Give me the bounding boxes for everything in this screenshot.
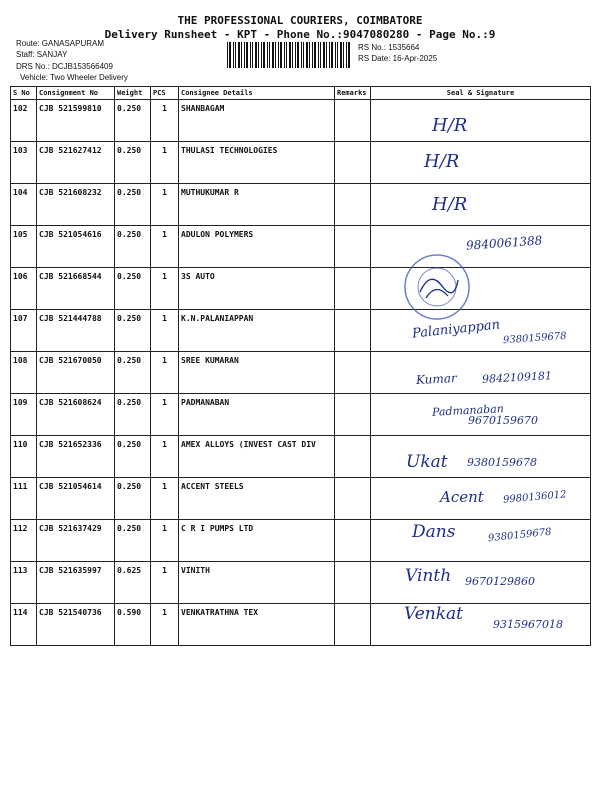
cell-consignee: ADULON POLYMERS bbox=[179, 226, 335, 268]
cell-remarks bbox=[335, 436, 371, 478]
cell-weight: 0.250 bbox=[115, 100, 151, 142]
cell-remarks bbox=[335, 352, 371, 394]
cell-pcs: 1 bbox=[151, 478, 179, 520]
barcode-bar bbox=[278, 42, 279, 68]
cell-consignee: AMEX ALLOYS (INVEST CAST DIV bbox=[179, 436, 335, 478]
cell-seal-signature bbox=[371, 184, 591, 226]
rs-date: RS Date: 16-Apr-2025 bbox=[358, 54, 438, 63]
cell-pcs: 1 bbox=[151, 268, 179, 310]
barcode-bar bbox=[255, 42, 257, 68]
barcode-bar bbox=[233, 42, 234, 68]
cell-seal-signature bbox=[371, 352, 591, 394]
cell-consignment-no: CJB 521670050 bbox=[37, 352, 115, 394]
cell-weight: 0.250 bbox=[115, 184, 151, 226]
handwritten-signature-108: Kumar bbox=[415, 370, 458, 388]
cell-remarks bbox=[335, 226, 371, 268]
cell-weight: 0.625 bbox=[115, 562, 151, 604]
cell-remarks bbox=[335, 310, 371, 352]
cell-consignment-no: CJB 521540736 bbox=[37, 604, 115, 646]
cell-consignment-no: CJB 521599810 bbox=[37, 100, 115, 142]
cell-remarks bbox=[335, 520, 371, 562]
cell-remarks bbox=[335, 100, 371, 142]
cell-pcs: 1 bbox=[151, 142, 179, 184]
handwritten-phone-109: 9670159670 bbox=[468, 414, 538, 427]
barcode-bar bbox=[343, 42, 344, 68]
cell-seal-signature bbox=[371, 100, 591, 142]
handwritten-phone-110: 9380159678 bbox=[467, 456, 537, 469]
cell-remarks bbox=[335, 394, 371, 436]
barcode-bar bbox=[238, 42, 240, 68]
barcode-bar bbox=[235, 42, 236, 68]
barcode-bar bbox=[301, 42, 302, 68]
barcode-bar bbox=[309, 42, 310, 68]
barcode-bar bbox=[295, 42, 296, 68]
barcode-bar bbox=[312, 42, 313, 68]
handwritten-signature-112: Dans bbox=[412, 522, 456, 542]
cell-weight: 0.250 bbox=[115, 436, 151, 478]
barcode-bar bbox=[326, 42, 327, 68]
barcode-bar bbox=[297, 42, 299, 68]
barcode-bar bbox=[269, 42, 270, 68]
runsheet-subtitle: Delivery Runsheet - KPT - Phone No.:9047080280 - Page No.:9 bbox=[104, 28, 496, 41]
cell-pcs: 1 bbox=[151, 604, 179, 646]
cell-consignee: VENKATRATHNA TEX bbox=[179, 604, 335, 646]
cell-sno: 108 bbox=[11, 352, 37, 394]
barcode-bar bbox=[303, 42, 304, 68]
cell-sno: 107 bbox=[11, 310, 37, 352]
handwritten-signature-111: Acent bbox=[440, 488, 484, 506]
barcode-bar bbox=[275, 42, 276, 68]
barcode-bar bbox=[258, 42, 259, 68]
cell-consignee: SREE KUMARAN bbox=[179, 352, 335, 394]
cell-consignment-no: CJB 521627412 bbox=[37, 142, 115, 184]
barcode-bar bbox=[289, 42, 291, 68]
barcode-bar bbox=[267, 42, 268, 68]
handwritten-signature-113: Vinth bbox=[405, 566, 452, 586]
table-row bbox=[11, 184, 591, 226]
cell-consignment-no: CJB 521637429 bbox=[37, 520, 115, 562]
barcode-bar bbox=[306, 42, 308, 68]
cell-sno: 113 bbox=[11, 562, 37, 604]
cell-pcs: 1 bbox=[151, 520, 179, 562]
handwritten-signature-109: Padmanaban bbox=[431, 402, 505, 419]
handwritten-hr-2: H/R bbox=[424, 151, 460, 172]
cell-consignment-no: CJB 521054614 bbox=[37, 478, 115, 520]
cell-consignment-no: CJB 521054616 bbox=[37, 226, 115, 268]
cell-consignee: C R I PUMPS LTD bbox=[179, 520, 335, 562]
cell-consignee: 3S AUTO bbox=[179, 268, 335, 310]
cell-sno: 109 bbox=[11, 394, 37, 436]
cell-weight: 0.250 bbox=[115, 352, 151, 394]
cell-pcs: 1 bbox=[151, 352, 179, 394]
barcode-bar bbox=[348, 42, 350, 68]
runsheet-table bbox=[10, 86, 591, 646]
cell-consignee: VINITH bbox=[179, 562, 335, 604]
barcode-bar bbox=[323, 42, 325, 68]
barcode-bar bbox=[272, 42, 274, 68]
col-seal: Seal & Signature bbox=[371, 87, 591, 100]
barcode-bar bbox=[314, 42, 316, 68]
table-row bbox=[11, 100, 591, 142]
cell-pcs: 1 bbox=[151, 562, 179, 604]
col-weight: Weight bbox=[115, 87, 151, 100]
barcode-bar bbox=[263, 42, 265, 68]
barcode-bar bbox=[244, 42, 245, 68]
cell-consignee: THULASI TECHNOLOGIES bbox=[179, 142, 335, 184]
cell-weight: 0.250 bbox=[115, 520, 151, 562]
handwritten-signature-107: Palaniyappan bbox=[411, 317, 501, 342]
cell-weight: 0.250 bbox=[115, 310, 151, 352]
cell-sno: 110 bbox=[11, 436, 37, 478]
cell-consignee: K.N.PALANIAPPAN bbox=[179, 310, 335, 352]
cell-weight: 0.590 bbox=[115, 604, 151, 646]
cell-pcs: 1 bbox=[151, 310, 179, 352]
handwritten-signature-114: Venkat bbox=[404, 604, 463, 624]
cell-remarks bbox=[335, 268, 371, 310]
cell-sno: 102 bbox=[11, 100, 37, 142]
cell-consignee: MUTHUKUMAR R bbox=[179, 184, 335, 226]
handwritten-hr-3: H/R bbox=[432, 194, 468, 215]
cell-remarks bbox=[335, 184, 371, 226]
handwritten-phone-111: 9980136012 bbox=[502, 489, 567, 506]
barcode-bar bbox=[346, 42, 347, 68]
handwritten-hr-1: H/R bbox=[432, 115, 468, 136]
col-consignment: Consignment No bbox=[37, 87, 115, 100]
cell-consignee: ACCENT STEELS bbox=[179, 478, 335, 520]
handwritten-signature-110: Ukat bbox=[406, 452, 448, 472]
barcode-bar bbox=[286, 42, 287, 68]
rs-number: RS No.: 1535664 bbox=[358, 43, 420, 52]
handwritten-phone-107: 9380159678 bbox=[502, 330, 567, 347]
cell-remarks bbox=[335, 478, 371, 520]
barcode-bar bbox=[331, 42, 333, 68]
barcode bbox=[227, 42, 351, 68]
barcode-bar bbox=[320, 42, 321, 68]
cell-sno: 105 bbox=[11, 226, 37, 268]
barcode-bar bbox=[292, 42, 293, 68]
cell-remarks bbox=[335, 604, 371, 646]
cell-consignment-no: CJB 521444788 bbox=[37, 310, 115, 352]
barcode-bar bbox=[241, 42, 242, 68]
cell-weight: 0.250 bbox=[115, 268, 151, 310]
staff-label: Staff: SANJAY bbox=[16, 50, 68, 59]
table-row bbox=[11, 268, 591, 310]
cell-pcs: 1 bbox=[151, 184, 179, 226]
drs-label: DRS No.: DCJB153566409 bbox=[16, 62, 113, 71]
cell-seal-signature bbox=[371, 520, 591, 562]
cell-consignment-no: CJB 521668544 bbox=[37, 268, 115, 310]
barcode-bar bbox=[229, 42, 231, 68]
cell-sno: 114 bbox=[11, 604, 37, 646]
barcode-bar bbox=[335, 42, 336, 68]
cell-consignment-no: CJB 521652336 bbox=[37, 436, 115, 478]
table-header-row bbox=[11, 87, 591, 100]
cell-sno: 106 bbox=[11, 268, 37, 310]
barcode-bar bbox=[329, 42, 330, 68]
barcode-bar bbox=[340, 42, 342, 68]
cell-consignee: SHANBAGAM bbox=[179, 100, 335, 142]
barcode-bar bbox=[250, 42, 251, 68]
cell-sno: 104 bbox=[11, 184, 37, 226]
company-name: THE PROFESSIONAL COURIERS, COIMBATORE bbox=[177, 14, 423, 27]
barcode-bar bbox=[337, 42, 338, 68]
cell-weight: 0.250 bbox=[115, 394, 151, 436]
route-label: Route: GANASAPURAM bbox=[16, 39, 105, 48]
barcode-bar bbox=[227, 42, 228, 68]
company-stamp bbox=[402, 252, 472, 322]
cell-sno: 112 bbox=[11, 520, 37, 562]
barcode-bar bbox=[280, 42, 282, 68]
cell-pcs: 1 bbox=[151, 100, 179, 142]
cell-pcs: 1 bbox=[151, 436, 179, 478]
handwritten-phone-108: 9842109181 bbox=[481, 369, 553, 386]
col-remarks: Remarks bbox=[335, 87, 371, 100]
barcode-bar bbox=[246, 42, 248, 68]
cell-remarks bbox=[335, 142, 371, 184]
barcode-bar bbox=[284, 42, 285, 68]
cell-consignment-no: CJB 521635997 bbox=[37, 562, 115, 604]
handwritten-phone-112: 9380159678 bbox=[487, 526, 553, 545]
col-pcs: PCS bbox=[151, 87, 179, 100]
cell-consignment-no: CJB 521608232 bbox=[37, 184, 115, 226]
cell-pcs: 1 bbox=[151, 226, 179, 268]
handwritten-phone-114: 9315967018 bbox=[493, 618, 563, 631]
cell-weight: 0.250 bbox=[115, 226, 151, 268]
cell-weight: 0.250 bbox=[115, 478, 151, 520]
cell-seal-signature bbox=[371, 142, 591, 184]
handwritten-phone-113: 9670129860 bbox=[465, 575, 535, 588]
cell-consignee: PADMANABAN bbox=[179, 394, 335, 436]
handwritten-phone-105: 9840061388 bbox=[465, 233, 543, 253]
table-row bbox=[11, 142, 591, 184]
cell-consignment-no: CJB 521608624 bbox=[37, 394, 115, 436]
barcode-bar bbox=[318, 42, 319, 68]
barcode-bar bbox=[261, 42, 262, 68]
col-sno: S No bbox=[11, 87, 37, 100]
vehicle-label: Vehicle: Two Wheeler Delivery bbox=[20, 73, 128, 82]
cell-sno: 103 bbox=[11, 142, 37, 184]
cell-sno: 111 bbox=[11, 478, 37, 520]
cell-weight: 0.250 bbox=[115, 142, 151, 184]
col-consignee: Consignee Details bbox=[179, 87, 335, 100]
cell-pcs: 1 bbox=[151, 394, 179, 436]
cell-remarks bbox=[335, 562, 371, 604]
barcode-bar bbox=[252, 42, 253, 68]
